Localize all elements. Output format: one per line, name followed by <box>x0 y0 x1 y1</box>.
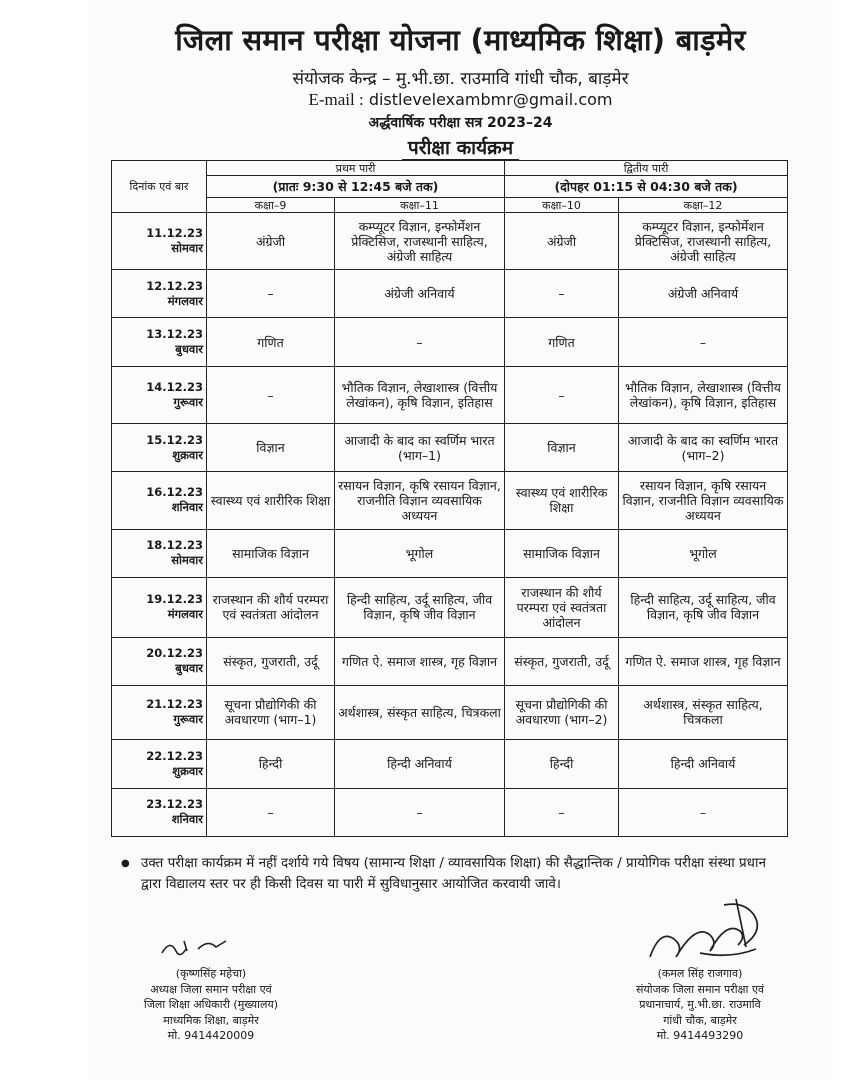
class-10-cell: सूचना प्रौद्योगिकी की अवधारणा (भाग–2) <box>505 685 619 739</box>
exam-session: अर्द्धवार्षिक परीक्षा सत्र 2023–24 <box>368 115 553 131</box>
signatory-right-phone: मो. 9414493290 <box>656 1029 744 1042</box>
shift1-time: (प्रातः 9:30 से 12:45 बजे तक) <box>207 176 505 198</box>
coordination-centre: संयोजक केन्द्र – मु.भी.छा. राउमावि गांधी चौक, बाड़मेर <box>292 69 629 89</box>
class-10-cell: – <box>505 270 619 318</box>
email-line <box>88 90 833 110</box>
class-12-cell: हिन्दी अनिवार्य <box>619 739 788 788</box>
table-row <box>112 318 788 367</box>
class-12-cell: अर्थशास्त्र, संस्कृत साहित्य, चित्रकला <box>619 685 788 739</box>
class-10-cell: अंग्रेजी <box>505 213 619 270</box>
table-row <box>112 424 788 472</box>
class-11-cell: रसायन विज्ञान, कृषि रसायन विज्ञान, राजनीति विज्ञान व्यवसायिक अध्ययन <box>335 472 505 529</box>
date-cell: 15.12.23 शुक्रवार <box>112 424 207 472</box>
signatory-right-designation-2: प्रधानाचार्य, मु.भी.छा. राउमावि <box>639 998 761 1011</box>
class-10-cell: – <box>505 367 619 424</box>
class-9-cell: – <box>207 270 335 318</box>
table-row <box>112 788 788 836</box>
table-row <box>112 472 788 529</box>
date-cell: 16.12.23 शनिवार <box>112 472 207 529</box>
class-9-cell: राजस्थान की शौर्य परम्परा एवं स्वतंत्रता आंदोलन <box>207 577 335 637</box>
class-11-cell: कम्प्यूटर विज्ञान, इन्फोर्मेशन प्रेक्टिसिज, राजस्थानी साहित्य, अंग्रेजी साहित्य <box>335 213 505 270</box>
class-10-cell: सामाजिक विज्ञान <box>505 529 619 577</box>
table-row <box>112 685 788 739</box>
signatory-left-designation-3: माध्यमिक शिक्षा, बाड़मेर <box>163 1013 259 1027</box>
class-10-cell: गणित <box>505 318 619 367</box>
exam-note <box>121 853 781 895</box>
date-cell: 23.12.23 शनिवार <box>112 788 207 836</box>
signatory-left-designation-1: अध्यक्ष जिला समान परीक्षा एवं <box>150 982 272 996</box>
class-11-header: कक्षा–11 <box>335 198 505 213</box>
class-11-cell: गणित ऐ. समाज शास्त्र, गृह विज्ञान <box>335 637 505 685</box>
class-10-cell: राजस्थान की शौर्य परम्परा एवं स्वतंत्रता आंदोलन <box>505 577 619 637</box>
signatory-right-name: (कमल सिंह राजगाव) <box>657 967 743 980</box>
class-10-cell: स्वास्थ्य एवं शारीरिक शिक्षा <box>505 472 619 529</box>
table-row <box>112 213 788 270</box>
page-title: जिला समान परीक्षा योजना (माध्यमिक शिक्षा) बाड़मेर <box>175 23 746 57</box>
table-row <box>112 529 788 577</box>
email-label: E-mail : <box>308 90 364 109</box>
class-9-cell: सामाजिक विज्ञान <box>207 529 335 577</box>
class-11-cell: अर्थशास्त्र, संस्कृत साहित्य, चित्रकला <box>335 685 505 739</box>
class-9-cell: – <box>207 788 335 836</box>
table-row <box>112 270 788 318</box>
shift2-time: (दोपहर 01:15 से 04:30 बजे तक) <box>505 176 788 198</box>
class-11-cell: – <box>335 788 505 836</box>
class-9-cell: हिन्दी <box>207 739 335 788</box>
class-9-cell: गणित <box>207 318 335 367</box>
class-11-cell: अंग्रेजी अनिवार्य <box>335 270 505 318</box>
class-12-cell: गणित ऐ. समाज शास्त्र, गृह विज्ञान <box>619 637 788 685</box>
table-row <box>112 367 788 424</box>
exam-schedule-table <box>111 160 788 837</box>
signatory-left <box>111 966 311 1044</box>
class-12-cell: कम्प्यूटर विज्ञान, इन्फोर्मेशन प्रेक्टिसिज, राजस्थानी साहित्य, अंग्रेजी साहित्य <box>619 213 788 270</box>
table-row <box>112 577 788 637</box>
class-10-cell: विज्ञान <box>505 424 619 472</box>
note-text: उक्त परीक्षा कार्यक्रम में नहीं दर्शाये गये विषय (सामान्य शिक्षा / व्यावसायिक शिक्षा) की सैद्धान्तिक / प्रायोगिक परीक्षा संस्था प्रधान द्वारा विद्यालय स्तर पर ही किसी दिवस या पारी में सुविधानुसार आयोजित करवायी जावे। <box>141 855 766 892</box>
class-12-cell: भौतिक विज्ञान, लेखाशास्त्र (वित्तीय लेखांकन), कृषि विज्ञान, इतिहास <box>619 367 788 424</box>
class-9-cell: संस्कृत, गुजराती, उर्दू <box>207 637 335 685</box>
class-12-cell: भूगोल <box>619 529 788 577</box>
class-12-cell: आजादी के बाद का स्वर्णिम भारत (भाग–2) <box>619 424 788 472</box>
shift1-header: प्रथम पारी <box>207 161 505 176</box>
table-row <box>112 637 788 685</box>
signatory-left-designation-2: जिला शिक्षा अधिकारी (मुख्यालय) <box>143 998 279 1011</box>
class-9-cell: अंग्रेजी <box>207 213 335 270</box>
table-row <box>112 739 788 788</box>
class-9-cell: स्वास्थ्य एवं शारीरिक शिक्षा <box>207 472 335 529</box>
date-column-header: दिनांक एवं बार <box>112 161 207 213</box>
date-cell: 21.12.23 गुरूवार <box>112 685 207 739</box>
class-11-cell: हिन्दी अनिवार्य <box>335 739 505 788</box>
date-cell: 12.12.23 मंगलवार <box>112 270 207 318</box>
class-10-cell: संस्कृत, गुजराती, उर्दू <box>505 637 619 685</box>
signature-left <box>158 935 238 965</box>
class-12-cell: रसायन विज्ञान, कृषि रसायन विज्ञान, राजनीति विज्ञान व्यवसायिक अध्ययन <box>619 472 788 529</box>
class-12-cell: – <box>619 788 788 836</box>
class-11-cell: भूगोल <box>335 529 505 577</box>
programme-heading-text: परीक्षा कार्यक्रम <box>402 137 519 161</box>
class-10-cell: – <box>505 788 619 836</box>
date-cell: 22.12.23 शुक्रवार <box>112 739 207 788</box>
date-cell: 20.12.23 बुधवार <box>112 637 207 685</box>
bullet-icon: ● <box>121 858 130 869</box>
class-9-header: कक्षा–9 <box>207 198 335 213</box>
class-11-cell: आजादी के बाद का स्वर्णिम भारत (भाग–1) <box>335 424 505 472</box>
class-12-cell: – <box>619 318 788 367</box>
class-11-cell: – <box>335 318 505 367</box>
shift2-header: द्वितीय पारी <box>505 161 788 176</box>
signatory-right-designation-1: संयोजक जिला समान परीक्षा एवं <box>635 982 765 996</box>
class-9-cell: सूचना प्रौद्योगिकी की अवधारणा (भाग–1) <box>207 685 335 739</box>
class-11-cell: भौतिक विज्ञान, लेखाशास्त्र (वित्तीय लेखांकन), कृषि विज्ञान, इतिहास <box>335 367 505 424</box>
email-address: distlevelexambmr@gmail.com <box>368 90 613 109</box>
date-cell: 13.12.23 बुधवार <box>112 318 207 367</box>
date-cell: 11.12.23 सोमवार <box>112 213 207 270</box>
class-10-header: कक्षा–10 <box>505 198 619 213</box>
class-10-cell: हिन्दी <box>505 739 619 788</box>
class-11-cell: हिन्दी साहित्य, उर्दू साहित्य, जीव विज्ञान, कृषि जीव विज्ञान <box>335 577 505 637</box>
date-cell: 18.12.23 सोमवार <box>112 529 207 577</box>
class-9-cell: – <box>207 367 335 424</box>
class-12-header: कक्षा–12 <box>619 198 788 213</box>
date-cell: 19.12.23 मंगलवार <box>112 577 207 637</box>
signatory-right-designation-3: गांधी चौक, बाड़मेर <box>663 1013 737 1027</box>
date-cell: 14.12.23 गुरूवार <box>112 367 207 424</box>
class-12-cell: हिन्दी साहित्य, उर्दू साहित्य, जीव विज्ञान, कृषि जीव विज्ञान <box>619 577 788 637</box>
signatory-left-name: (कृष्णसिंह महेचा) <box>175 967 247 980</box>
programme-heading <box>88 134 833 160</box>
signatory-left-phone: मो. 9414420009 <box>167 1029 255 1042</box>
class-9-cell: विज्ञान <box>207 424 335 472</box>
class-12-cell: अंग्रेजी अनिवार्य <box>619 270 788 318</box>
signatory-right <box>600 966 800 1044</box>
signature-right <box>640 895 780 970</box>
